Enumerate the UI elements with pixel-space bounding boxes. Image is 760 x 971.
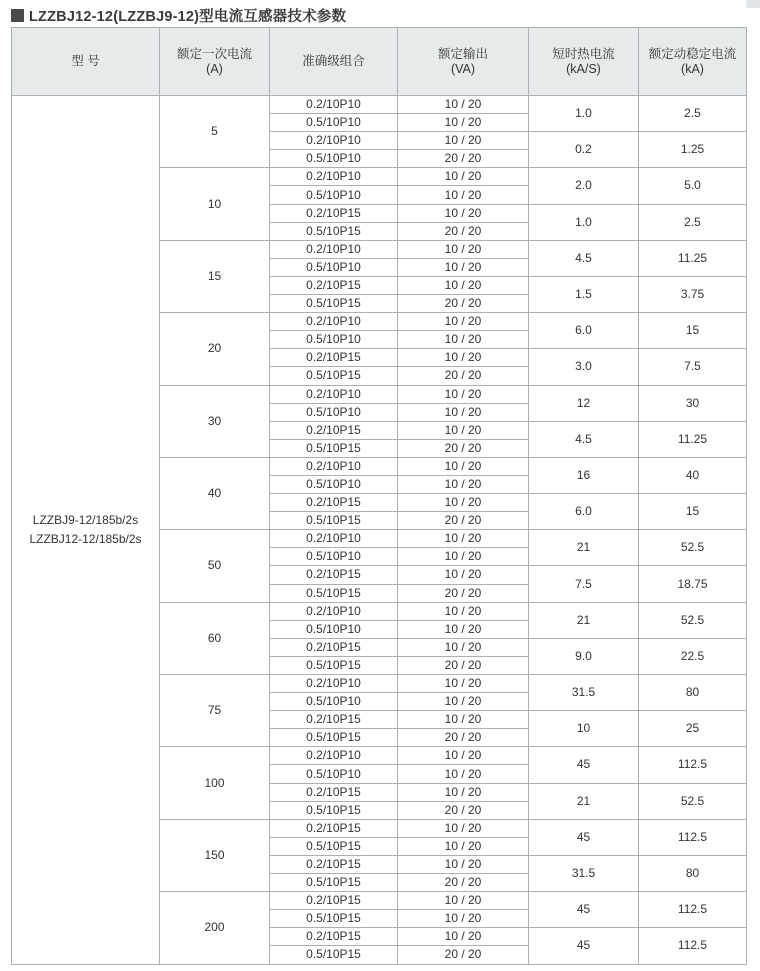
dynamic-current-cell: 112.5 — [639, 892, 747, 928]
rated-output-cell: 10 / 20 — [398, 96, 529, 114]
header-rated-output: 额定输出 (VA) — [398, 28, 529, 96]
dynamic-current-cell: 15 — [639, 313, 747, 349]
rated-output-cell: 10 / 20 — [398, 168, 529, 186]
accuracy-cell: 0.2/10P10 — [270, 457, 398, 475]
rated-current-cell: 100 — [160, 747, 270, 819]
thermal-current-cell: 1.5 — [529, 276, 639, 312]
dynamic-current-cell: 80 — [639, 855, 747, 891]
accuracy-cell: 0.5/10P10 — [270, 403, 398, 421]
rated-output-cell: 10 / 20 — [398, 837, 529, 855]
rated-output-cell: 10 / 20 — [398, 240, 529, 258]
accuracy-cell: 0.2/10P10 — [270, 313, 398, 331]
accuracy-cell: 0.2/10P10 — [270, 240, 398, 258]
accuracy-cell: 0.2/10P15 — [270, 892, 398, 910]
rated-current-cell: 10 — [160, 168, 270, 240]
rated-output-cell: 10 / 20 — [398, 276, 529, 294]
dynamic-current-cell: 1.25 — [639, 132, 747, 168]
model-name: LZZBJ9-12/185b/2s — [32, 512, 139, 527]
rated-output-cell: 20 / 20 — [398, 439, 529, 457]
thermal-current-cell: 21 — [529, 602, 639, 638]
header-rated-primary-current: 额定一次电流 (A) — [160, 28, 270, 96]
rated-output-cell: 20 / 20 — [398, 584, 529, 602]
rated-output-cell: 10 / 20 — [398, 403, 529, 421]
accuracy-cell: 0.5/10P10 — [270, 114, 398, 132]
rated-output-cell: 10 / 20 — [398, 855, 529, 873]
rated-output-cell: 20 / 20 — [398, 801, 529, 819]
dynamic-current-cell: 112.5 — [639, 747, 747, 783]
accuracy-cell: 0.2/10P15 — [270, 494, 398, 512]
rated-output-cell: 10 / 20 — [398, 566, 529, 584]
rated-current-cell: 5 — [160, 96, 270, 168]
accuracy-cell: 0.5/10P15 — [270, 512, 398, 530]
accuracy-cell: 0.5/10P15 — [270, 222, 398, 240]
thermal-current-cell: 12 — [529, 385, 639, 421]
rated-output-cell: 10 / 20 — [398, 114, 529, 132]
rated-current-cell: 40 — [160, 457, 270, 529]
accuracy-cell: 0.2/10P15 — [270, 928, 398, 946]
dynamic-current-cell: 25 — [639, 711, 747, 747]
dynamic-current-cell: 2.5 — [639, 204, 747, 240]
table-row — [12, 96, 747, 114]
rated-output-cell: 10 / 20 — [398, 475, 529, 493]
thermal-current-cell: 3.0 — [529, 349, 639, 385]
rated-output-cell: 10 / 20 — [398, 819, 529, 837]
accuracy-cell: 0.5/10P10 — [270, 765, 398, 783]
rated-output-cell: 10 / 20 — [398, 349, 529, 367]
title-square-icon — [11, 9, 24, 22]
thermal-current-cell: 45 — [529, 928, 639, 964]
accuracy-cell: 0.2/10P10 — [270, 747, 398, 765]
spec-table — [11, 27, 747, 965]
section-title — [11, 4, 346, 26]
rated-output-cell: 20 / 20 — [398, 150, 529, 168]
rated-output-cell: 10 / 20 — [398, 675, 529, 693]
header-accuracy-combination: 准确级组合 — [270, 28, 398, 96]
table-header-row — [12, 28, 747, 96]
header-dynamic-stable-current: 额定动稳定电流 (kA) — [639, 28, 747, 96]
accuracy-cell: 0.5/10P15 — [270, 584, 398, 602]
accuracy-cell: 0.2/10P15 — [270, 638, 398, 656]
accuracy-cell: 0.2/10P15 — [270, 819, 398, 837]
dynamic-current-cell: 15 — [639, 494, 747, 530]
rated-current-cell: 30 — [160, 385, 270, 457]
accuracy-cell: 0.5/10P15 — [270, 874, 398, 892]
rated-output-cell: 10 / 20 — [398, 602, 529, 620]
rated-output-cell: 10 / 20 — [398, 204, 529, 222]
accuracy-cell: 0.2/10P15 — [270, 276, 398, 294]
rated-output-cell: 10 / 20 — [398, 530, 529, 548]
rated-current-cell: 75 — [160, 675, 270, 747]
rated-output-cell: 20 / 20 — [398, 874, 529, 892]
rated-output-cell: 10 / 20 — [398, 765, 529, 783]
accuracy-cell: 0.5/10P15 — [270, 910, 398, 928]
dynamic-current-cell: 40 — [639, 457, 747, 493]
rated-output-cell: 10 / 20 — [398, 638, 529, 656]
rated-output-cell: 20 / 20 — [398, 367, 529, 385]
thermal-current-cell: 45 — [529, 892, 639, 928]
rated-output-cell: 10 / 20 — [398, 186, 529, 204]
accuracy-cell: 0.2/10P15 — [270, 566, 398, 584]
accuracy-cell: 0.5/10P10 — [270, 258, 398, 276]
accuracy-cell: 0.2/10P10 — [270, 602, 398, 620]
dynamic-current-cell: 11.25 — [639, 240, 747, 276]
rated-current-cell: 200 — [160, 892, 270, 964]
rated-output-cell: 10 / 20 — [398, 313, 529, 331]
rated-output-cell: 10 / 20 — [398, 385, 529, 403]
rated-current-cell: 150 — [160, 819, 270, 891]
thermal-current-cell: 31.5 — [529, 855, 639, 891]
rated-current-cell: 50 — [160, 530, 270, 602]
dynamic-current-cell: 3.75 — [639, 276, 747, 312]
rated-output-cell: 10 / 20 — [398, 910, 529, 928]
accuracy-cell: 0.2/10P10 — [270, 168, 398, 186]
rated-output-cell: 10 / 20 — [398, 928, 529, 946]
dynamic-current-cell: 52.5 — [639, 783, 747, 819]
thermal-current-cell: 9.0 — [529, 638, 639, 674]
accuracy-cell: 0.2/10P10 — [270, 132, 398, 150]
accuracy-cell: 0.5/10P10 — [270, 620, 398, 638]
accuracy-cell: 0.2/10P10 — [270, 675, 398, 693]
accuracy-cell: 0.5/10P15 — [270, 439, 398, 457]
accuracy-cell: 0.5/10P15 — [270, 946, 398, 964]
dynamic-current-cell: 52.5 — [639, 602, 747, 638]
dynamic-current-cell: 5.0 — [639, 168, 747, 204]
model-cell — [12, 96, 160, 965]
rated-output-cell: 10 / 20 — [398, 258, 529, 276]
rated-output-cell: 20 / 20 — [398, 512, 529, 530]
rated-output-cell: 10 / 20 — [398, 548, 529, 566]
accuracy-cell: 0.2/10P10 — [270, 96, 398, 114]
corner-decoration — [746, 0, 760, 8]
accuracy-cell: 0.5/10P10 — [270, 548, 398, 566]
dynamic-current-cell: 22.5 — [639, 638, 747, 674]
accuracy-cell: 0.5/10P15 — [270, 295, 398, 313]
accuracy-cell: 0.2/10P10 — [270, 530, 398, 548]
rated-output-cell: 10 / 20 — [398, 711, 529, 729]
accuracy-cell: 0.2/10P15 — [270, 204, 398, 222]
rated-output-cell: 10 / 20 — [398, 693, 529, 711]
accuracy-cell: 0.5/10P15 — [270, 837, 398, 855]
accuracy-cell: 0.5/10P15 — [270, 801, 398, 819]
accuracy-cell: 0.2/10P15 — [270, 783, 398, 801]
rated-output-cell: 10 / 20 — [398, 421, 529, 439]
accuracy-cell: 0.5/10P10 — [270, 186, 398, 204]
accuracy-cell: 0.5/10P10 — [270, 150, 398, 168]
thermal-current-cell: 21 — [529, 530, 639, 566]
thermal-current-cell: 1.0 — [529, 204, 639, 240]
dynamic-current-cell: 11.25 — [639, 421, 747, 457]
accuracy-cell: 0.5/10P10 — [270, 331, 398, 349]
accuracy-cell: 0.5/10P15 — [270, 367, 398, 385]
dynamic-current-cell: 52.5 — [639, 530, 747, 566]
rated-output-cell: 10 / 20 — [398, 747, 529, 765]
thermal-current-cell: 16 — [529, 457, 639, 493]
thermal-current-cell: 6.0 — [529, 313, 639, 349]
accuracy-cell: 0.2/10P15 — [270, 711, 398, 729]
rated-output-cell: 10 / 20 — [398, 892, 529, 910]
accuracy-cell: 0.2/10P10 — [270, 385, 398, 403]
accuracy-cell: 0.2/10P15 — [270, 421, 398, 439]
table-body — [12, 96, 747, 965]
thermal-current-cell: 2.0 — [529, 168, 639, 204]
accuracy-cell: 0.2/10P15 — [270, 349, 398, 367]
dynamic-current-cell: 7.5 — [639, 349, 747, 385]
dynamic-current-cell: 30 — [639, 385, 747, 421]
rated-output-cell: 10 / 20 — [398, 457, 529, 475]
rated-output-cell: 10 / 20 — [398, 494, 529, 512]
thermal-current-cell: 4.5 — [529, 240, 639, 276]
rated-output-cell: 20 / 20 — [398, 222, 529, 240]
rated-output-cell: 20 / 20 — [398, 656, 529, 674]
rated-output-cell: 10 / 20 — [398, 783, 529, 801]
accuracy-cell: 0.5/10P15 — [270, 729, 398, 747]
thermal-current-cell: 7.5 — [529, 566, 639, 602]
thermal-current-cell: 4.5 — [529, 421, 639, 457]
page-title: LZZBJ12-12(LZZBJ9-12)型电流互感器技术参数 — [29, 8, 347, 25]
thermal-current-cell: 1.0 — [529, 96, 639, 132]
rated-output-cell: 10 / 20 — [398, 132, 529, 150]
rated-output-cell: 20 / 20 — [398, 295, 529, 313]
thermal-current-cell: 45 — [529, 819, 639, 855]
header-short-time-thermal-current: 短时热电流 (kA/S) — [529, 28, 639, 96]
thermal-current-cell: 10 — [529, 711, 639, 747]
thermal-current-cell: 31.5 — [529, 675, 639, 711]
rated-output-cell: 10 / 20 — [398, 620, 529, 638]
accuracy-cell: 0.2/10P15 — [270, 855, 398, 873]
dynamic-current-cell: 2.5 — [639, 96, 747, 132]
dynamic-current-cell: 18.75 — [639, 566, 747, 602]
accuracy-cell: 0.5/10P15 — [270, 656, 398, 674]
rated-output-cell: 10 / 20 — [398, 331, 529, 349]
accuracy-cell: 0.5/10P10 — [270, 693, 398, 711]
rated-output-cell: 20 / 20 — [398, 946, 529, 964]
dynamic-current-cell: 112.5 — [639, 928, 747, 964]
rated-current-cell: 20 — [160, 313, 270, 385]
header-model: 型 号 — [12, 28, 160, 96]
rated-current-cell: 60 — [160, 602, 270, 674]
thermal-current-cell: 45 — [529, 747, 639, 783]
model-name: LZZBJ12-12/185b/2s — [29, 531, 142, 546]
thermal-current-cell: 21 — [529, 783, 639, 819]
thermal-current-cell: 0.2 — [529, 132, 639, 168]
rated-current-cell: 15 — [160, 240, 270, 312]
rated-output-cell: 20 / 20 — [398, 729, 529, 747]
accuracy-cell: 0.5/10P10 — [270, 475, 398, 493]
thermal-current-cell: 6.0 — [529, 494, 639, 530]
dynamic-current-cell: 112.5 — [639, 819, 747, 855]
dynamic-current-cell: 80 — [639, 675, 747, 711]
